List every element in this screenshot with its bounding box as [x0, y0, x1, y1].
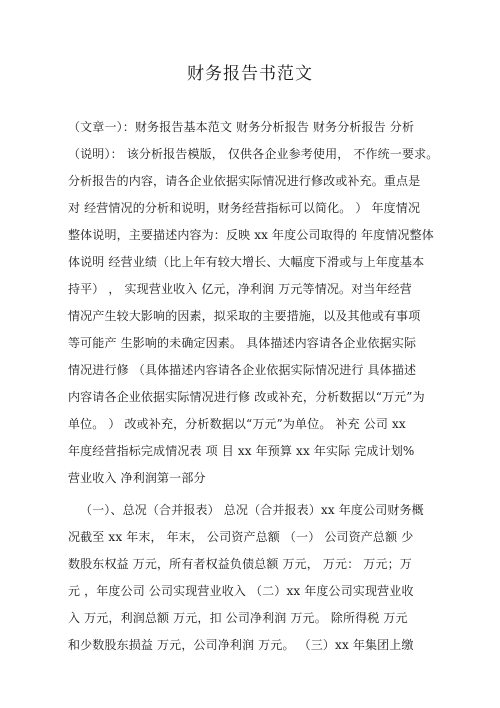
paragraph-line-14: 营业收入 净利润第一部分 — [68, 471, 206, 485]
paragraph-line-18: 元 ，年度公司 公司实现营业收入 （二）xx 年度公司实现营业收 — [68, 584, 414, 598]
paragraph-line-12: 单位。 ） 改或补充，分析数据以“万元”为单位。 补充 公司 xx — [68, 417, 406, 431]
paragraph-line-19: 入 万元，利润总额 万元，扣 公司净利润 万元。 除所得税 万元 — [68, 611, 408, 625]
paragraph-line-6: 体说明 经营业绩（比上年有较大增长、大幅度下滑或与上年度基本 — [68, 255, 425, 269]
paragraph-line-11: 内容请各企业依据实际情况进行修 改或补充，分析数据以“万元”为 — [68, 390, 425, 404]
paragraph-line-16: 况截至 xx 年末， 年末， 公司资产总额 （一） 公司资产总额 少 — [68, 530, 414, 544]
paragraph-line-10: 情况进行修 （具体描述内容请各企业依据实际情况进行 具体描述 — [68, 363, 417, 377]
paragraph-line-1: （文章一）：财务报告基本范文 财务分析报告 财务分析报告 分析 — [68, 120, 415, 134]
paragraph-line-17: 数股东权益 万元，所有者权益负债总额 万元， 万元： 万元；万 — [68, 557, 412, 571]
paragraph-line-8: 情况产生较大影响的因素，拟采取的主要措施，以及其他或有事项 — [68, 309, 421, 323]
paragraph-line-4: 对 经营情况的分析和说明，财务经营指标可以简化。 ） 年度情况 — [68, 201, 421, 215]
paragraph-line-13: 年度经营指标完成情况表 项 目 xx 年预算 xx 年实际 完成计划% — [68, 444, 415, 458]
paragraph-line-3: 分析报告的内容，请各企业依据实际情况进行修改或补充。重点是 — [68, 174, 421, 188]
paragraph-line-15: （一）、总况（合并报表） 总况（合并报表）xx 年度公司财务概 — [80, 503, 424, 517]
paragraph-line-7: 持平） ， 实现营业收入 亿元，净利润 万元等情况。对当年经营 — [68, 282, 412, 296]
paragraph-line-5: 整体说明，主要描述内容为：反映 xx 年度公司取得的 年度情况整体 — [68, 228, 434, 242]
paragraph-line-9: 等可能产 生影响的未确定因素。 具体描述内容请各企业依据实际 — [68, 336, 417, 350]
paragraph-line-2: （说明）： 该分析报告模版， 仅供各企业参考使用， 不作统一要求。 — [68, 147, 439, 161]
document-title: 财务报告书范文 — [187, 64, 313, 84]
paragraph-line-20: 和少数股东损益 万元，公司净利润 万元。 （三）xx 年集团上缴 — [68, 638, 414, 652]
